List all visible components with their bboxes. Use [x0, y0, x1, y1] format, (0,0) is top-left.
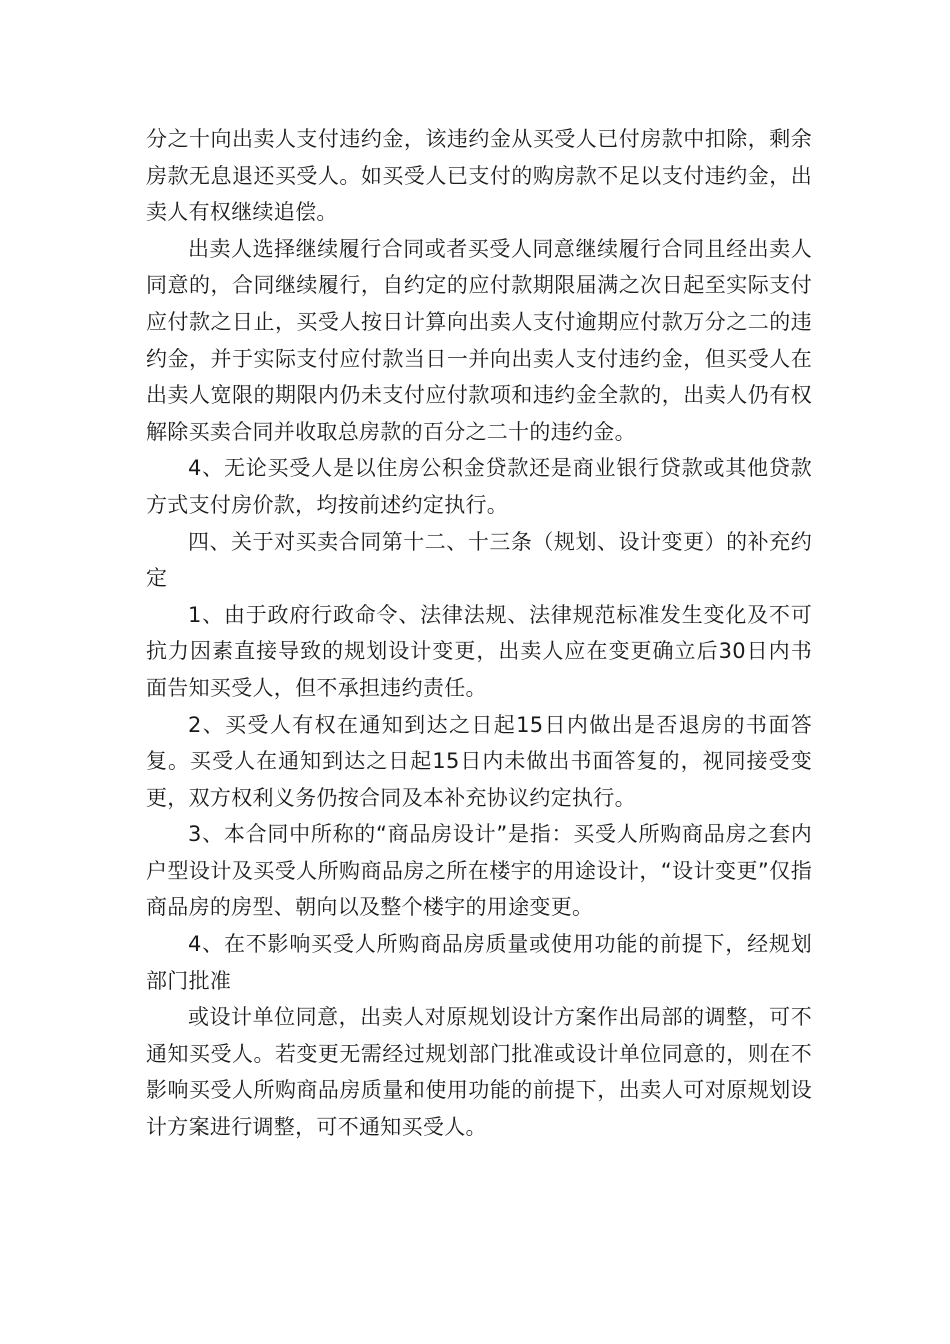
paragraph-6: 2、买受人有权在通知到达之日起15日内做出是否退房的书面答复。买受人在通知到达之日起15日内未做出书面答复的，视同接受变更，双方权利义务仍按合同及本补充协议约定执行。	[146, 712, 812, 810]
section-heading-4: 四、关于对买卖合同第十二、十三条（规划、设计变更）的补充约定	[146, 529, 812, 591]
document-body	[146, 121, 812, 1146]
paragraph-2: 出卖人选择继续履行合同或者买受人同意继续履行合同且经出卖人同意的，合同继续履行，自约定的应付款期限届满之次日起至实际支付应付款之日止，买受人按日计算向出卖人支付逾期应付款万分之二的违约金，并于实际支付应付款当日一并向出卖人支付违约金，但买受人在出卖人宽限的期限内仍未支付应付款项和违约金全款的，出卖人仍有权解除买卖合同并收取总房款的百分之二十的违约金。	[146, 236, 812, 444]
paragraph-1: 分之十向出卖人支付违约金，该违约金从买受人已付房款中扣除，剩余房款无息退还买受人。如买受人已支付的购房款不足以支付违约金，出卖人有权继续追偿。	[146, 127, 812, 225]
paragraph-3: 4、无论买受人是以住房公积金贷款还是商业银行贷款或其他贷款方式支付房价款，均按前述约定执行。	[146, 456, 812, 517]
paragraph-9: 或设计单位同意，出卖人对原规划设计方案作出局部的调整，可不通知买受人。若变更无需经过规划部门批准或设计单位同意的，则在不影响买受人所购商品房质量和使用功能的前提下，出卖人可对原规划设计方案进行调整，可不通知买受人。	[146, 1005, 812, 1140]
paragraph-8: 4、在不影响买受人所购商品房质量或使用功能的前提下，经规划部门批准	[146, 932, 812, 993]
paragraph-7: 3、本合同中所称的“商品房设计”是指：买受人所购商品房之套内户型设计及买受人所购商品房之所在楼宇的用途设计，“设计变更”仅指商品房的房型、朝向以及整个楼宇的用途变更。	[146, 822, 812, 920]
paragraph-5: 1、由于政府行政命令、法律法规、法律规范标准发生变化及不可抗力因素直接导致的规划设计变更，出卖人应在变更确立后30日内书面告知买受人，但不承担违约责任。	[146, 602, 812, 700]
